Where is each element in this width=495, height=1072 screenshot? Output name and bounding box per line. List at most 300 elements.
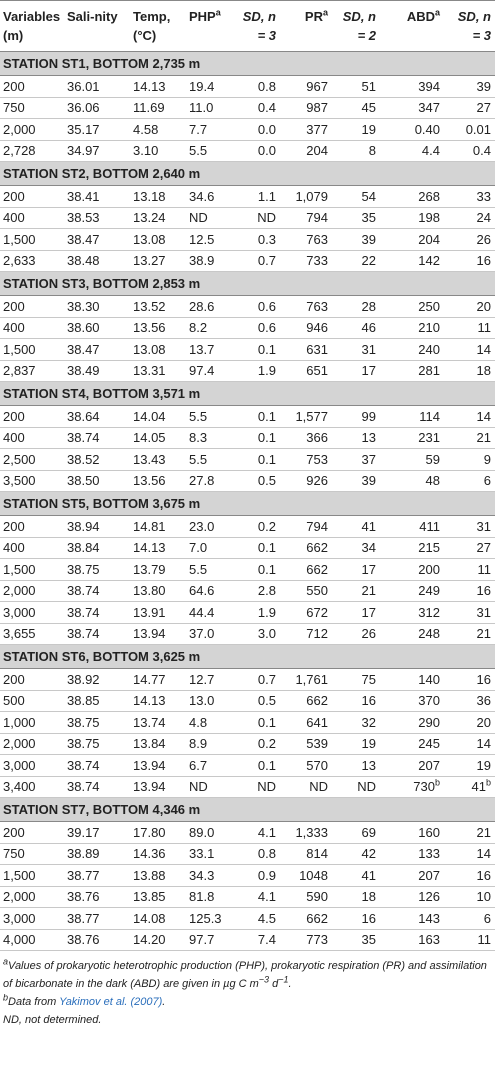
table-cell: 38.76: [64, 886, 130, 908]
table-cell: 81.8: [186, 886, 232, 908]
table-cell: 26: [332, 623, 380, 645]
station-header: [0, 52, 495, 76]
table-cell: 1,500: [0, 865, 64, 887]
table-cell: 7.4: [232, 929, 280, 951]
table-cell: 5.5: [186, 559, 232, 581]
col-sd-pr: SD, n = 2: [332, 1, 380, 52]
table-cell: 13.7: [186, 339, 232, 361]
table-cell: 394: [380, 76, 444, 98]
table-cell: 712: [280, 623, 332, 645]
table-cell: 23.0: [186, 516, 232, 538]
table-cell: 2,728: [0, 140, 64, 162]
table-cell: 114: [380, 406, 444, 428]
table-cell: 44.4: [186, 602, 232, 624]
table-cell: 8: [332, 140, 380, 162]
table-cell: 6.7: [186, 755, 232, 777]
table-cell: 20: [444, 712, 495, 734]
table-cell: 9: [444, 449, 495, 471]
table-cell: 204: [380, 229, 444, 251]
table-cell: 14.05: [130, 427, 186, 449]
table-cell: 1048: [280, 865, 332, 887]
station-header: [0, 272, 495, 296]
table-cell: 34.6: [186, 186, 232, 208]
table-cell: 0.8: [232, 76, 280, 98]
table-cell: 34.97: [64, 140, 130, 162]
table-cell: 38.47: [64, 229, 130, 251]
table-cell: 125.3: [186, 908, 232, 930]
table-cell: 38.92: [64, 669, 130, 691]
table-cell: 36: [444, 690, 495, 712]
table-cell: 16: [444, 580, 495, 602]
table-cell: 794: [280, 207, 332, 229]
table-cell: 14: [444, 406, 495, 428]
table-cell: 0.4: [444, 140, 495, 162]
col-abd: ABD$^a$: [380, 1, 444, 52]
table-cell: 38.49: [64, 360, 130, 382]
table-cell: 64.6: [186, 580, 232, 602]
table-cell: 133: [380, 843, 444, 865]
table-cell: ND: [232, 207, 280, 229]
table-cell: 13.31: [130, 360, 186, 382]
station-header: [0, 798, 495, 822]
table-cell: 672: [280, 602, 332, 624]
col-pr: $PR^a$: [280, 1, 332, 52]
table-cell: 38.52: [64, 449, 130, 471]
table-cell: 14.36: [130, 843, 186, 865]
table-row: [0, 427, 495, 449]
table-cell: 27: [444, 97, 495, 119]
table-cell: 12.5: [186, 229, 232, 251]
table-cell: 45: [332, 97, 380, 119]
station-title: STATION ST2, BOTTOM 2,640 m: [0, 162, 495, 186]
table-cell: 19: [332, 733, 380, 755]
table-cell: 198: [380, 207, 444, 229]
table-cell: 2,000: [0, 733, 64, 755]
table-cell: 38.41: [64, 186, 130, 208]
table-cell: 38.53: [64, 207, 130, 229]
table-cell: 13.74: [130, 712, 186, 734]
table-cell: 59: [380, 449, 444, 471]
table-cell: 38.94: [64, 516, 130, 538]
col-variables: Variables (m): [0, 1, 64, 52]
footnote-a: $^a$Values of prokaryotic heterotrophic production (PHP), prokaryotic respiration (PR) and assimilation of bicarbonate in the dark (ABD) are given in µg C $m^{-3}$ $d^{-1}$.: [3, 956, 487, 990]
table-cell: 3.0: [232, 623, 280, 645]
table-cell: 207: [380, 755, 444, 777]
table-cell: 38.75: [64, 733, 130, 755]
table-cell: 54: [332, 186, 380, 208]
table-cell: 662: [280, 690, 332, 712]
station-header: [0, 645, 495, 669]
table-cell: 207: [380, 865, 444, 887]
table-cell: 281: [380, 360, 444, 382]
table-cell: 249: [380, 580, 444, 602]
table-cell: 0.3: [232, 229, 280, 251]
table-cell: 0.7: [232, 250, 280, 272]
table-cell: 967: [280, 76, 332, 98]
table-cell: 35: [332, 929, 380, 951]
station-header: [0, 162, 495, 186]
table-cell: 13.43: [130, 449, 186, 471]
table-cell: 794: [280, 516, 332, 538]
table-cell: 39: [332, 470, 380, 492]
table-cell: 3,000: [0, 602, 64, 624]
table-row: [0, 76, 495, 98]
station-title: STATION ST7, BOTTOM 4,346 m: [0, 798, 495, 822]
table-cell: 11: [444, 317, 495, 339]
table-cell: ND: [332, 776, 380, 798]
header-row: [0, 1, 495, 52]
table-cell: 200: [0, 296, 64, 318]
table-cell: 36.01: [64, 76, 130, 98]
table-cell: 0.6: [232, 317, 280, 339]
table-cell: 16: [444, 669, 495, 691]
table-cell: 1.9: [232, 360, 280, 382]
table-cell: 312: [380, 602, 444, 624]
table-cell: 19: [444, 755, 495, 777]
table-row: [0, 776, 495, 798]
table-cell: 13.94: [130, 623, 186, 645]
table-cell: 926: [280, 470, 332, 492]
table-cell: 34: [332, 537, 380, 559]
table-cell: 753: [280, 449, 332, 471]
table-cell: 1,500: [0, 339, 64, 361]
table-cell: 0.4: [232, 97, 280, 119]
table-cell: 662: [280, 559, 332, 581]
table-row: [0, 669, 495, 691]
table-cell: 4.8: [186, 712, 232, 734]
table-cell: 21: [444, 623, 495, 645]
table-cell: 41: [332, 865, 380, 887]
table-row: [0, 449, 495, 471]
table-cell: 13.94: [130, 755, 186, 777]
table-cell: 0.6: [232, 296, 280, 318]
table-cell: 36.06: [64, 97, 130, 119]
table-cell: 268: [380, 186, 444, 208]
table-cell: 210: [380, 317, 444, 339]
table-row: [0, 690, 495, 712]
table-cell: 200: [0, 669, 64, 691]
table-cell: 41: [332, 516, 380, 538]
table-cell: 0.1: [232, 712, 280, 734]
table-cell: 6: [444, 470, 495, 492]
table-cell: 38.74: [64, 623, 130, 645]
table-cell: 26: [444, 229, 495, 251]
table-cell: 14.20: [130, 929, 186, 951]
table-cell: 0.2: [232, 733, 280, 755]
citation-link[interactable]: Yakimov et al. (2007): [59, 996, 163, 1008]
table-cell: 39.17: [64, 822, 130, 844]
table-cell: 89.0: [186, 822, 232, 844]
table-cell: 14: [444, 843, 495, 865]
table-cell: 6: [444, 908, 495, 930]
col-temp: Temp, (°C): [130, 1, 186, 52]
table-cell: 97.7: [186, 929, 232, 951]
table-cell: 22: [332, 250, 380, 272]
table-cell: 8.3: [186, 427, 232, 449]
table-cell: 38.77: [64, 865, 130, 887]
table-cell: 204: [280, 140, 332, 162]
table-row: [0, 712, 495, 734]
table-cell: 3,000: [0, 908, 64, 930]
table-cell: 27: [444, 537, 495, 559]
table-cell: 730$^b$: [380, 776, 444, 798]
table-cell: 14.04: [130, 406, 186, 428]
table-cell: 38.48: [64, 250, 130, 272]
table-row: [0, 843, 495, 865]
table-cell: 1,761: [280, 669, 332, 691]
table-cell: 8.9: [186, 733, 232, 755]
table-row: [0, 140, 495, 162]
table-row: [0, 865, 495, 887]
table-cell: 13: [332, 755, 380, 777]
table-cell: 140: [380, 669, 444, 691]
table-cell: 248: [380, 623, 444, 645]
table-cell: 13.80: [130, 580, 186, 602]
table-row: [0, 537, 495, 559]
table-cell: 631: [280, 339, 332, 361]
table-cell: 38.64: [64, 406, 130, 428]
table-cell: 13.0: [186, 690, 232, 712]
station-header: [0, 492, 495, 516]
table-cell: 0.5: [232, 690, 280, 712]
table-cell: 14.13: [130, 76, 186, 98]
table-row: [0, 250, 495, 272]
table-cell: 7.7: [186, 119, 232, 141]
table-cell: 33.1: [186, 843, 232, 865]
table-cell: 4.1: [232, 886, 280, 908]
table-cell: 13.24: [130, 207, 186, 229]
table-cell: 18: [332, 886, 380, 908]
table-cell: 662: [280, 908, 332, 930]
table-cell: 13: [332, 427, 380, 449]
table-cell: 2,000: [0, 886, 64, 908]
table-cell: 215: [380, 537, 444, 559]
table-cell: 14.08: [130, 908, 186, 930]
col-salinity: Sali-nity: [64, 1, 130, 52]
table-cell: 2,633: [0, 250, 64, 272]
table-cell: 14.81: [130, 516, 186, 538]
table-cell: 366: [280, 427, 332, 449]
table-cell: 99: [332, 406, 380, 428]
table-footnotes: [0, 951, 495, 1029]
table-cell: 1.1: [232, 186, 280, 208]
table-cell: 38.50: [64, 470, 130, 492]
table-cell: ND: [186, 776, 232, 798]
table-cell: 33: [444, 186, 495, 208]
table-cell: 750: [0, 843, 64, 865]
table-cell: 946: [280, 317, 332, 339]
table-cell: 11.0: [186, 97, 232, 119]
table-cell: 240: [380, 339, 444, 361]
table-cell: 69: [332, 822, 380, 844]
table-cell: 163: [380, 929, 444, 951]
table-cell: 3,500: [0, 470, 64, 492]
table-row: [0, 186, 495, 208]
station-title: STATION ST1, BOTTOM 2,735 m: [0, 52, 495, 76]
table-cell: 19: [332, 119, 380, 141]
table-cell: 400: [0, 207, 64, 229]
table-cell: 0.1: [232, 755, 280, 777]
table-cell: 1.9: [232, 602, 280, 624]
table-cell: 2.8: [232, 580, 280, 602]
table-cell: 160: [380, 822, 444, 844]
table-cell: 38.74: [64, 427, 130, 449]
table-cell: 200: [0, 822, 64, 844]
table-cell: 200: [380, 559, 444, 581]
table-cell: 1,500: [0, 559, 64, 581]
table-cell: 21: [332, 580, 380, 602]
table-cell: 11: [444, 929, 495, 951]
table-cell: 34.3: [186, 865, 232, 887]
table-cell: 38.75: [64, 712, 130, 734]
table-cell: 13.56: [130, 470, 186, 492]
table-cell: 0.0: [232, 140, 280, 162]
table-cell: 539: [280, 733, 332, 755]
table-row: [0, 207, 495, 229]
table-cell: 0.1: [232, 559, 280, 581]
table-row: [0, 755, 495, 777]
table-cell: 11.69: [130, 97, 186, 119]
table-row: [0, 470, 495, 492]
table-cell: 8.2: [186, 317, 232, 339]
table-cell: 370: [380, 690, 444, 712]
table-row: [0, 339, 495, 361]
table-cell: 500: [0, 690, 64, 712]
table-row: [0, 822, 495, 844]
table-cell: 4.1: [232, 822, 280, 844]
table-cell: 38.47: [64, 339, 130, 361]
table-cell: 21: [444, 427, 495, 449]
table-cell: 38.77: [64, 908, 130, 930]
table-cell: 290: [380, 712, 444, 734]
table-cell: 13.52: [130, 296, 186, 318]
station-title: STATION ST6, BOTTOM 3,625 m: [0, 645, 495, 669]
table-cell: 987: [280, 97, 332, 119]
table-cell: 2,837: [0, 360, 64, 382]
table-cell: 97.4: [186, 360, 232, 382]
table-cell: 651: [280, 360, 332, 382]
table-cell: 13.84: [130, 733, 186, 755]
table-cell: 13.18: [130, 186, 186, 208]
table-cell: 3.10: [130, 140, 186, 162]
table-cell: 250: [380, 296, 444, 318]
table-cell: 0.01: [444, 119, 495, 141]
table-cell: 37: [332, 449, 380, 471]
table-cell: 347: [380, 97, 444, 119]
table-cell: 2,000: [0, 119, 64, 141]
table-cell: 10: [444, 886, 495, 908]
table-cell: 550: [280, 580, 332, 602]
table-cell: 7.0: [186, 537, 232, 559]
table-cell: 814: [280, 843, 332, 865]
table-cell: 200: [0, 76, 64, 98]
table-cell: 200: [0, 186, 64, 208]
table-cell: 19.4: [186, 76, 232, 98]
station-header: [0, 382, 495, 406]
table-cell: 31: [444, 602, 495, 624]
table-cell: 31: [332, 339, 380, 361]
col-php: PHP$^a$: [186, 1, 232, 52]
station-title: STATION ST4, BOTTOM 3,571 m: [0, 382, 495, 406]
table-cell: 3,655: [0, 623, 64, 645]
table-cell: 16: [332, 690, 380, 712]
table-cell: 28: [332, 296, 380, 318]
table-row: [0, 119, 495, 141]
table-cell: 231: [380, 427, 444, 449]
table-cell: 0.5: [232, 470, 280, 492]
table-cell: 17: [332, 602, 380, 624]
table-cell: 662: [280, 537, 332, 559]
table-cell: 38.30: [64, 296, 130, 318]
table-cell: 0.40: [380, 119, 444, 141]
table-cell: 773: [280, 929, 332, 951]
table-cell: ND: [232, 776, 280, 798]
table-cell: 0.1: [232, 449, 280, 471]
table-row: [0, 516, 495, 538]
table-cell: 31: [444, 516, 495, 538]
table-cell: 13.27: [130, 250, 186, 272]
table-cell: 377: [280, 119, 332, 141]
footnote-nd: ND, not determined.: [3, 1014, 102, 1026]
table-cell: 42: [332, 843, 380, 865]
table-cell: 0.0: [232, 119, 280, 141]
table-cell: 17.80: [130, 822, 186, 844]
table-cell: 3,400: [0, 776, 64, 798]
table-cell: 400: [0, 537, 64, 559]
table-row: [0, 580, 495, 602]
table-cell: 13.85: [130, 886, 186, 908]
table-cell: 38.85: [64, 690, 130, 712]
table-cell: 13.94: [130, 776, 186, 798]
table-cell: 2,000: [0, 580, 64, 602]
footnote-b: $^b$Data from Yakimov et al. (2007).: [3, 992, 166, 1008]
table-cell: 16: [444, 250, 495, 272]
table-cell: 13.91: [130, 602, 186, 624]
table-cell: 0.2: [232, 516, 280, 538]
table-cell: 13.56: [130, 317, 186, 339]
table-cell: 48: [380, 470, 444, 492]
table-cell: 16: [444, 865, 495, 887]
table-cell: 32: [332, 712, 380, 734]
table-cell: 51: [332, 76, 380, 98]
table-cell: 3,000: [0, 755, 64, 777]
table-cell: 38.74: [64, 776, 130, 798]
table-row: [0, 406, 495, 428]
table-row: [0, 908, 495, 930]
table-cell: 4.5: [232, 908, 280, 930]
table-cell: 641: [280, 712, 332, 734]
table-cell: 39: [444, 76, 495, 98]
table-cell: 37.0: [186, 623, 232, 645]
table-cell: 38.74: [64, 602, 130, 624]
table-cell: 14.13: [130, 537, 186, 559]
table-cell: 411: [380, 516, 444, 538]
table-cell: 1,000: [0, 712, 64, 734]
station-title: STATION ST3, BOTTOM 2,853 m: [0, 272, 495, 296]
table-row: [0, 623, 495, 645]
table-cell: 4,000: [0, 929, 64, 951]
table-row: [0, 317, 495, 339]
table-cell: 16: [332, 908, 380, 930]
table-cell: 0.1: [232, 339, 280, 361]
table-cell: 400: [0, 427, 64, 449]
table-cell: 27.8: [186, 470, 232, 492]
table-cell: 28.6: [186, 296, 232, 318]
table-cell: 200: [0, 516, 64, 538]
table-cell: 570: [280, 755, 332, 777]
table-row: [0, 296, 495, 318]
table-cell: 38.74: [64, 580, 130, 602]
